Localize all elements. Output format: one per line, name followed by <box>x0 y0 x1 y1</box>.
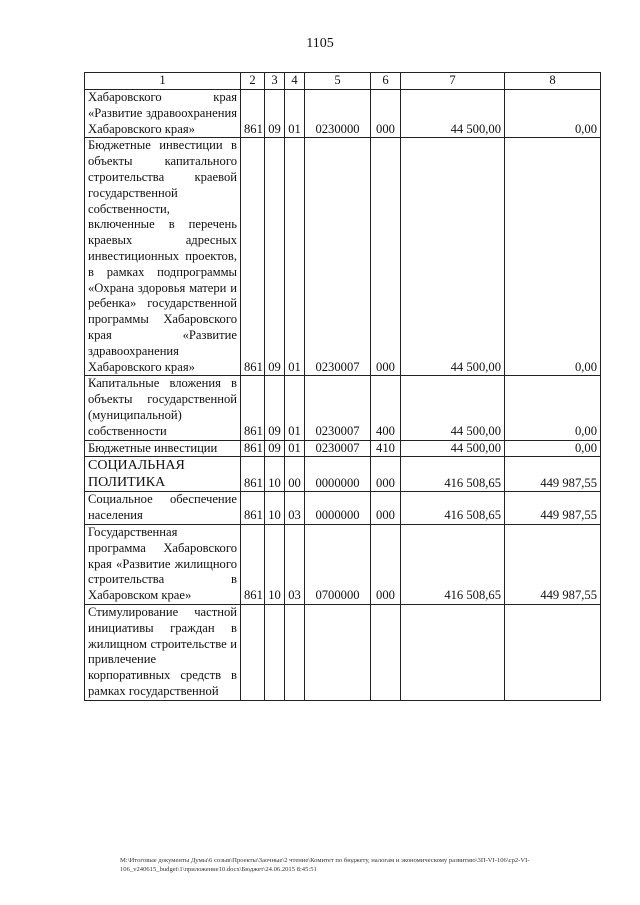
row-subsection-code: 01 <box>285 138 305 376</box>
table-row <box>85 90 601 138</box>
row-amount-year2: 0,00 <box>505 90 601 138</box>
row-section-code: 10 <box>265 492 285 525</box>
row-expense-type-code: 000 <box>371 90 401 138</box>
row-subsection-code: 00 <box>285 457 305 492</box>
row-ministry-code: 861 <box>241 138 265 376</box>
row-expense-type-code: 000 <box>371 457 401 492</box>
row-name-cell: Бюджетные инвестиции в объекты капитального строительства краевой государственной собственности, включенные в перечень краевых адресных инвестиционных проектов, в рамках подпрограммы «Охрана здоровья матери и ребенка» государственной программы Хабаровского края «Развитие здравоохранения Хабаровского края» <box>85 138 241 376</box>
row-target-code: 0230007 <box>305 440 371 457</box>
column-header: 1 <box>85 73 241 90</box>
row-section-code: 10 <box>265 524 285 604</box>
table-row <box>85 524 601 604</box>
table-row <box>85 457 601 492</box>
page-number: 1105 <box>306 36 334 51</box>
row-target-code <box>305 604 371 700</box>
row-ministry-code: 861 <box>241 457 265 492</box>
table-row <box>85 138 601 376</box>
row-target-code: 0000000 <box>305 457 371 492</box>
column-header: 3 <box>265 73 285 90</box>
row-subsection-code: 01 <box>285 90 305 138</box>
column-header: 7 <box>401 73 505 90</box>
row-amount-year1: 416 508,65 <box>401 524 505 604</box>
document-path-footer: M:\Итоговые документы Думы\6 созыв\Проекты\Заочные\2 чтение\Комитет по бюджету, налогам и экономическому развитию\3П-VI-106\ср2-VI-106_v240615_budget\1\приложение10.docx\Бюджет\24.06.2015 8:45:51 <box>120 857 530 873</box>
row-section-code <box>265 604 285 700</box>
row-ministry-code: 861 <box>241 440 265 457</box>
row-expense-type-code: 000 <box>371 138 401 376</box>
row-target-code: 0000000 <box>305 492 371 525</box>
row-name-cell: Стимулирование частной инициативы граждан в жилищном строительстве и привлечение корпоративных средств в рамках государственной <box>85 604 241 700</box>
row-ministry-code: 861 <box>241 90 265 138</box>
row-ministry-code: 861 <box>241 376 265 440</box>
row-amount-year2: 0,00 <box>505 376 601 440</box>
row-ministry-code: 861 <box>241 492 265 525</box>
row-target-code: 0230007 <box>305 376 371 440</box>
row-amount-year2 <box>505 604 601 700</box>
row-expense-type-code: 410 <box>371 440 401 457</box>
row-amount-year1: 416 508,65 <box>401 492 505 525</box>
row-amount-year1: 44 500,00 <box>401 440 505 457</box>
row-subsection-code: 03 <box>285 524 305 604</box>
column-header: 8 <box>505 73 601 90</box>
row-target-code: 0700000 <box>305 524 371 604</box>
row-subsection-code: 01 <box>285 376 305 440</box>
row-amount-year1: 416 508,65 <box>401 457 505 492</box>
row-subsection-code: 01 <box>285 440 305 457</box>
row-section-code: 09 <box>265 138 285 376</box>
row-expense-type-code: 000 <box>371 492 401 525</box>
row-name-cell: Бюджетные инвестиции <box>85 440 241 457</box>
row-section-code: 09 <box>265 376 285 440</box>
column-header: 2 <box>241 73 265 90</box>
row-amount-year2: 0,00 <box>505 138 601 376</box>
row-name-cell: Капитальные вложения в объекты государственной (муниципальной) собственности <box>85 376 241 440</box>
row-section-code: 10 <box>265 457 285 492</box>
row-subsection-code <box>285 604 305 700</box>
row-name-cell: Хабаровского края «Развитие здравоохранения Хабаровского края» <box>85 90 241 138</box>
row-amount-year1: 44 500,00 <box>401 90 505 138</box>
row-name-cell: Государственная программа Хабаровского края «Развитие жилищного строительства в Хабаровском крае» <box>85 524 241 604</box>
row-name-cell: Социальное обеспечение населения <box>85 492 241 525</box>
row-section-code: 09 <box>265 90 285 138</box>
row-amount-year2: 449 987,55 <box>505 492 601 525</box>
row-subsection-code: 03 <box>285 492 305 525</box>
table-header-row <box>85 73 601 90</box>
table-row <box>85 376 601 440</box>
row-expense-type-code <box>371 604 401 700</box>
row-amount-year2: 0,00 <box>505 440 601 457</box>
table-row <box>85 440 601 457</box>
row-amount-year1: 44 500,00 <box>401 138 505 376</box>
row-section-code: 09 <box>265 440 285 457</box>
row-target-code: 0230007 <box>305 138 371 376</box>
column-header: 4 <box>285 73 305 90</box>
column-header: 5 <box>305 73 371 90</box>
row-ministry-code: 861 <box>241 524 265 604</box>
row-amount-year1: 44 500,00 <box>401 376 505 440</box>
table-row <box>85 492 601 525</box>
row-target-code: 0230000 <box>305 90 371 138</box>
row-amount-year1 <box>401 604 505 700</box>
row-name-cell: СОЦИАЛЬНАЯ ПОЛИТИКА <box>85 457 241 492</box>
row-amount-year2: 449 987,55 <box>505 524 601 604</box>
row-expense-type-code: 400 <box>371 376 401 440</box>
row-expense-type-code: 000 <box>371 524 401 604</box>
column-header: 6 <box>371 73 401 90</box>
row-ministry-code <box>241 604 265 700</box>
budget-table <box>84 72 601 701</box>
row-amount-year2: 449 987,55 <box>505 457 601 492</box>
table-row <box>85 604 601 700</box>
